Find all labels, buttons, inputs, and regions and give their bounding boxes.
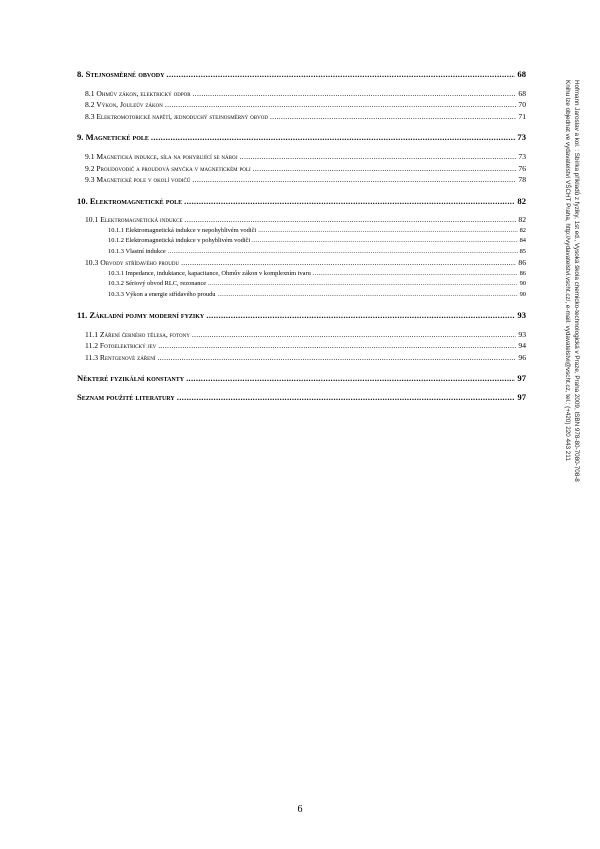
toc-entry-8-1[interactable]: [77, 90, 526, 98]
toc-entry-page: 82: [519, 226, 526, 234]
toc-entry-10-3-1[interactable]: [77, 271, 526, 277]
table-of-contents: [77, 70, 526, 402]
toc-entry-11-1[interactable]: [77, 331, 526, 339]
toc-leader-dots: [193, 90, 517, 98]
side-note-line-2: Knihu lze objednat ve vydavatelství VŠCHT Praha, http://vydavatelstvi.vscht.cz/, e-mail: vydavatelstvi@vscht.cz, tel.: (+420) 220 443 211: [564, 80, 571, 461]
toc-entry-10-1-2[interactable]: [77, 238, 526, 244]
toc-leader-dots: [157, 354, 516, 362]
toc-entry-title: 9.2 Proudovodič a proudová smyčka v magnetickém poli: [85, 163, 251, 173]
toc-entry-page: 86: [519, 269, 526, 277]
toc-entry-page: 85: [519, 247, 526, 255]
toc-entry-title: 10.3.1 Impedance, induktance, kapacitance, Ohmův zákon v komplexním tvaru: [108, 269, 311, 277]
toc-entry-title: 10.3.3 Výkon a energie střídavého proudu: [108, 290, 216, 298]
toc-entry-10-1-1[interactable]: [77, 228, 526, 234]
toc-leader-dots: [192, 176, 516, 184]
toc-entry-section-11[interactable]: [77, 311, 526, 320]
toc-entry-title: 9. Magnetické pole: [77, 132, 149, 143]
toc-entry-title: 11.3 Rentgenové záření: [85, 352, 156, 362]
toc-entry-title: 9.1 Magnetická indukce, síla na pohybující se náboj: [85, 151, 238, 161]
page-number: 6: [297, 804, 303, 815]
toc-entry-title: 11. Základní pojmy moderní fyziky: [77, 309, 205, 320]
toc-entry-8-3[interactable]: [77, 113, 526, 121]
toc-entry-page: 94: [518, 341, 526, 351]
toc-entry-page: 90: [519, 280, 526, 288]
toc-leader-dots: [177, 393, 516, 402]
side-copyright-note: [563, 80, 581, 482]
toc-entry-constants[interactable]: [77, 374, 526, 383]
toc-leader-dots: [165, 101, 517, 109]
toc-entry-title: 8.3 Elektromotorické napětí, jednoduchý stejnosměrný obvod: [85, 111, 268, 121]
toc-entry-page: 93: [517, 309, 526, 320]
toc-leader-dots: [186, 374, 515, 383]
toc-entry-title: Seznam použité literatury: [77, 391, 175, 402]
toc-entry-page: 68: [518, 88, 526, 98]
toc-entry-10-3-3[interactable]: [77, 292, 526, 298]
toc-entry-title: 10.1.3 Vlastní indukce: [108, 247, 166, 255]
toc-entry-title: 10.3 Obvody střídavého proudu: [85, 258, 180, 268]
toc-leader-dots: [151, 133, 516, 142]
toc-entry-page: 97: [517, 373, 526, 384]
toc-entry-page: 86: [518, 258, 526, 268]
toc-entry-10-1-3[interactable]: [77, 249, 526, 255]
side-note-line-1: Hofmann Jaroslav a kol. : Sbírka příkladů z fyziky, 1st ed., Vysoká škola chemicko-technologická v Praze, Praha 2009, ISBN 978-80-7080-708-8: [573, 80, 580, 482]
toc-entry-page: 68: [517, 69, 526, 79]
toc-entry-title: 10.3.2 Sériový obvod RLC, rezonance: [108, 280, 207, 288]
toc-leader-dots: [313, 271, 518, 277]
toc-leader-dots: [253, 165, 517, 173]
toc-leader-dots: [240, 153, 517, 161]
toc-leader-dots: [192, 331, 517, 339]
toc-entry-10-3-2[interactable]: [77, 281, 526, 287]
toc-entry-9-3[interactable]: [77, 176, 526, 184]
toc-entry-title: 8.2 Výkon, Jouleův zákon: [85, 100, 163, 110]
toc-entry-10-3[interactable]: [77, 259, 526, 267]
toc-entry-page: 78: [518, 175, 526, 185]
toc-entry-title: Některé fyzikální konstanty: [77, 373, 185, 384]
toc-leader-dots: [158, 342, 516, 350]
toc-entry-page: 82: [518, 215, 526, 225]
toc-entry-page: 70: [518, 100, 526, 110]
toc-entry-10-1[interactable]: [77, 216, 526, 224]
toc-entry-title: 10.1.2 Elektromagnetická indukce v pohyblivém vodiči: [108, 237, 251, 245]
toc-leader-dots: [185, 216, 517, 224]
toc-leader-dots: [206, 311, 515, 320]
toc-leader-dots: [181, 259, 516, 267]
toc-entry-page: 73: [517, 132, 526, 143]
toc-entry-page: 84: [519, 237, 526, 245]
toc-entry-title: 8.1 Ohmův zákon, elektrický odpor: [85, 88, 191, 98]
toc-leader-dots: [258, 228, 517, 234]
toc-entry-title: 11.1 Záření černého tělesa, fotony: [85, 329, 190, 339]
toc-entry-page: 90: [519, 290, 526, 298]
toc-entry-11-3[interactable]: [77, 354, 526, 362]
toc-leader-dots: [184, 197, 515, 206]
toc-entry-page: 96: [518, 352, 526, 362]
toc-leader-dots: [168, 249, 518, 255]
toc-entry-11-2[interactable]: [77, 342, 526, 350]
toc-entry-title: 10.1.1 Elektromagnetická indukce v nepohyblivém vodiči: [108, 226, 257, 234]
toc-entry-section-8[interactable]: [77, 70, 526, 79]
toc-entry-page: 93: [518, 329, 526, 339]
toc-entry-title: 10. Elektromagnetické pole: [77, 195, 183, 206]
toc-entry-title: 9.3 Magnetické pole v okolí vodičů: [85, 175, 191, 185]
toc-entry-page: 76: [518, 163, 526, 173]
toc-leader-dots: [270, 113, 516, 121]
toc-entry-page: 71: [518, 111, 526, 121]
toc-leader-dots: [166, 70, 515, 79]
toc-entry-title: 8. Stejnosměrné obvody: [77, 69, 165, 79]
toc-entry-page: 97: [517, 391, 526, 402]
toc-entry-8-2[interactable]: [77, 101, 526, 109]
toc-entry-literature[interactable]: [77, 393, 526, 402]
toc-entry-title: 10.1 Elektromagnetická indukce: [85, 215, 183, 225]
toc-leader-dots: [218, 292, 518, 298]
toc-entry-section-9[interactable]: [77, 133, 526, 142]
toc-entry-9-2[interactable]: [77, 165, 526, 173]
toc-leader-dots: [252, 238, 517, 244]
toc-entry-page: 82: [517, 195, 526, 206]
toc-entry-page: 73: [518, 151, 526, 161]
toc-entry-9-1[interactable]: [77, 153, 526, 161]
toc-entry-section-10[interactable]: [77, 197, 526, 206]
toc-leader-dots: [208, 281, 517, 287]
toc-entry-title: 11.2 Fotoelektrický jev: [85, 341, 157, 351]
